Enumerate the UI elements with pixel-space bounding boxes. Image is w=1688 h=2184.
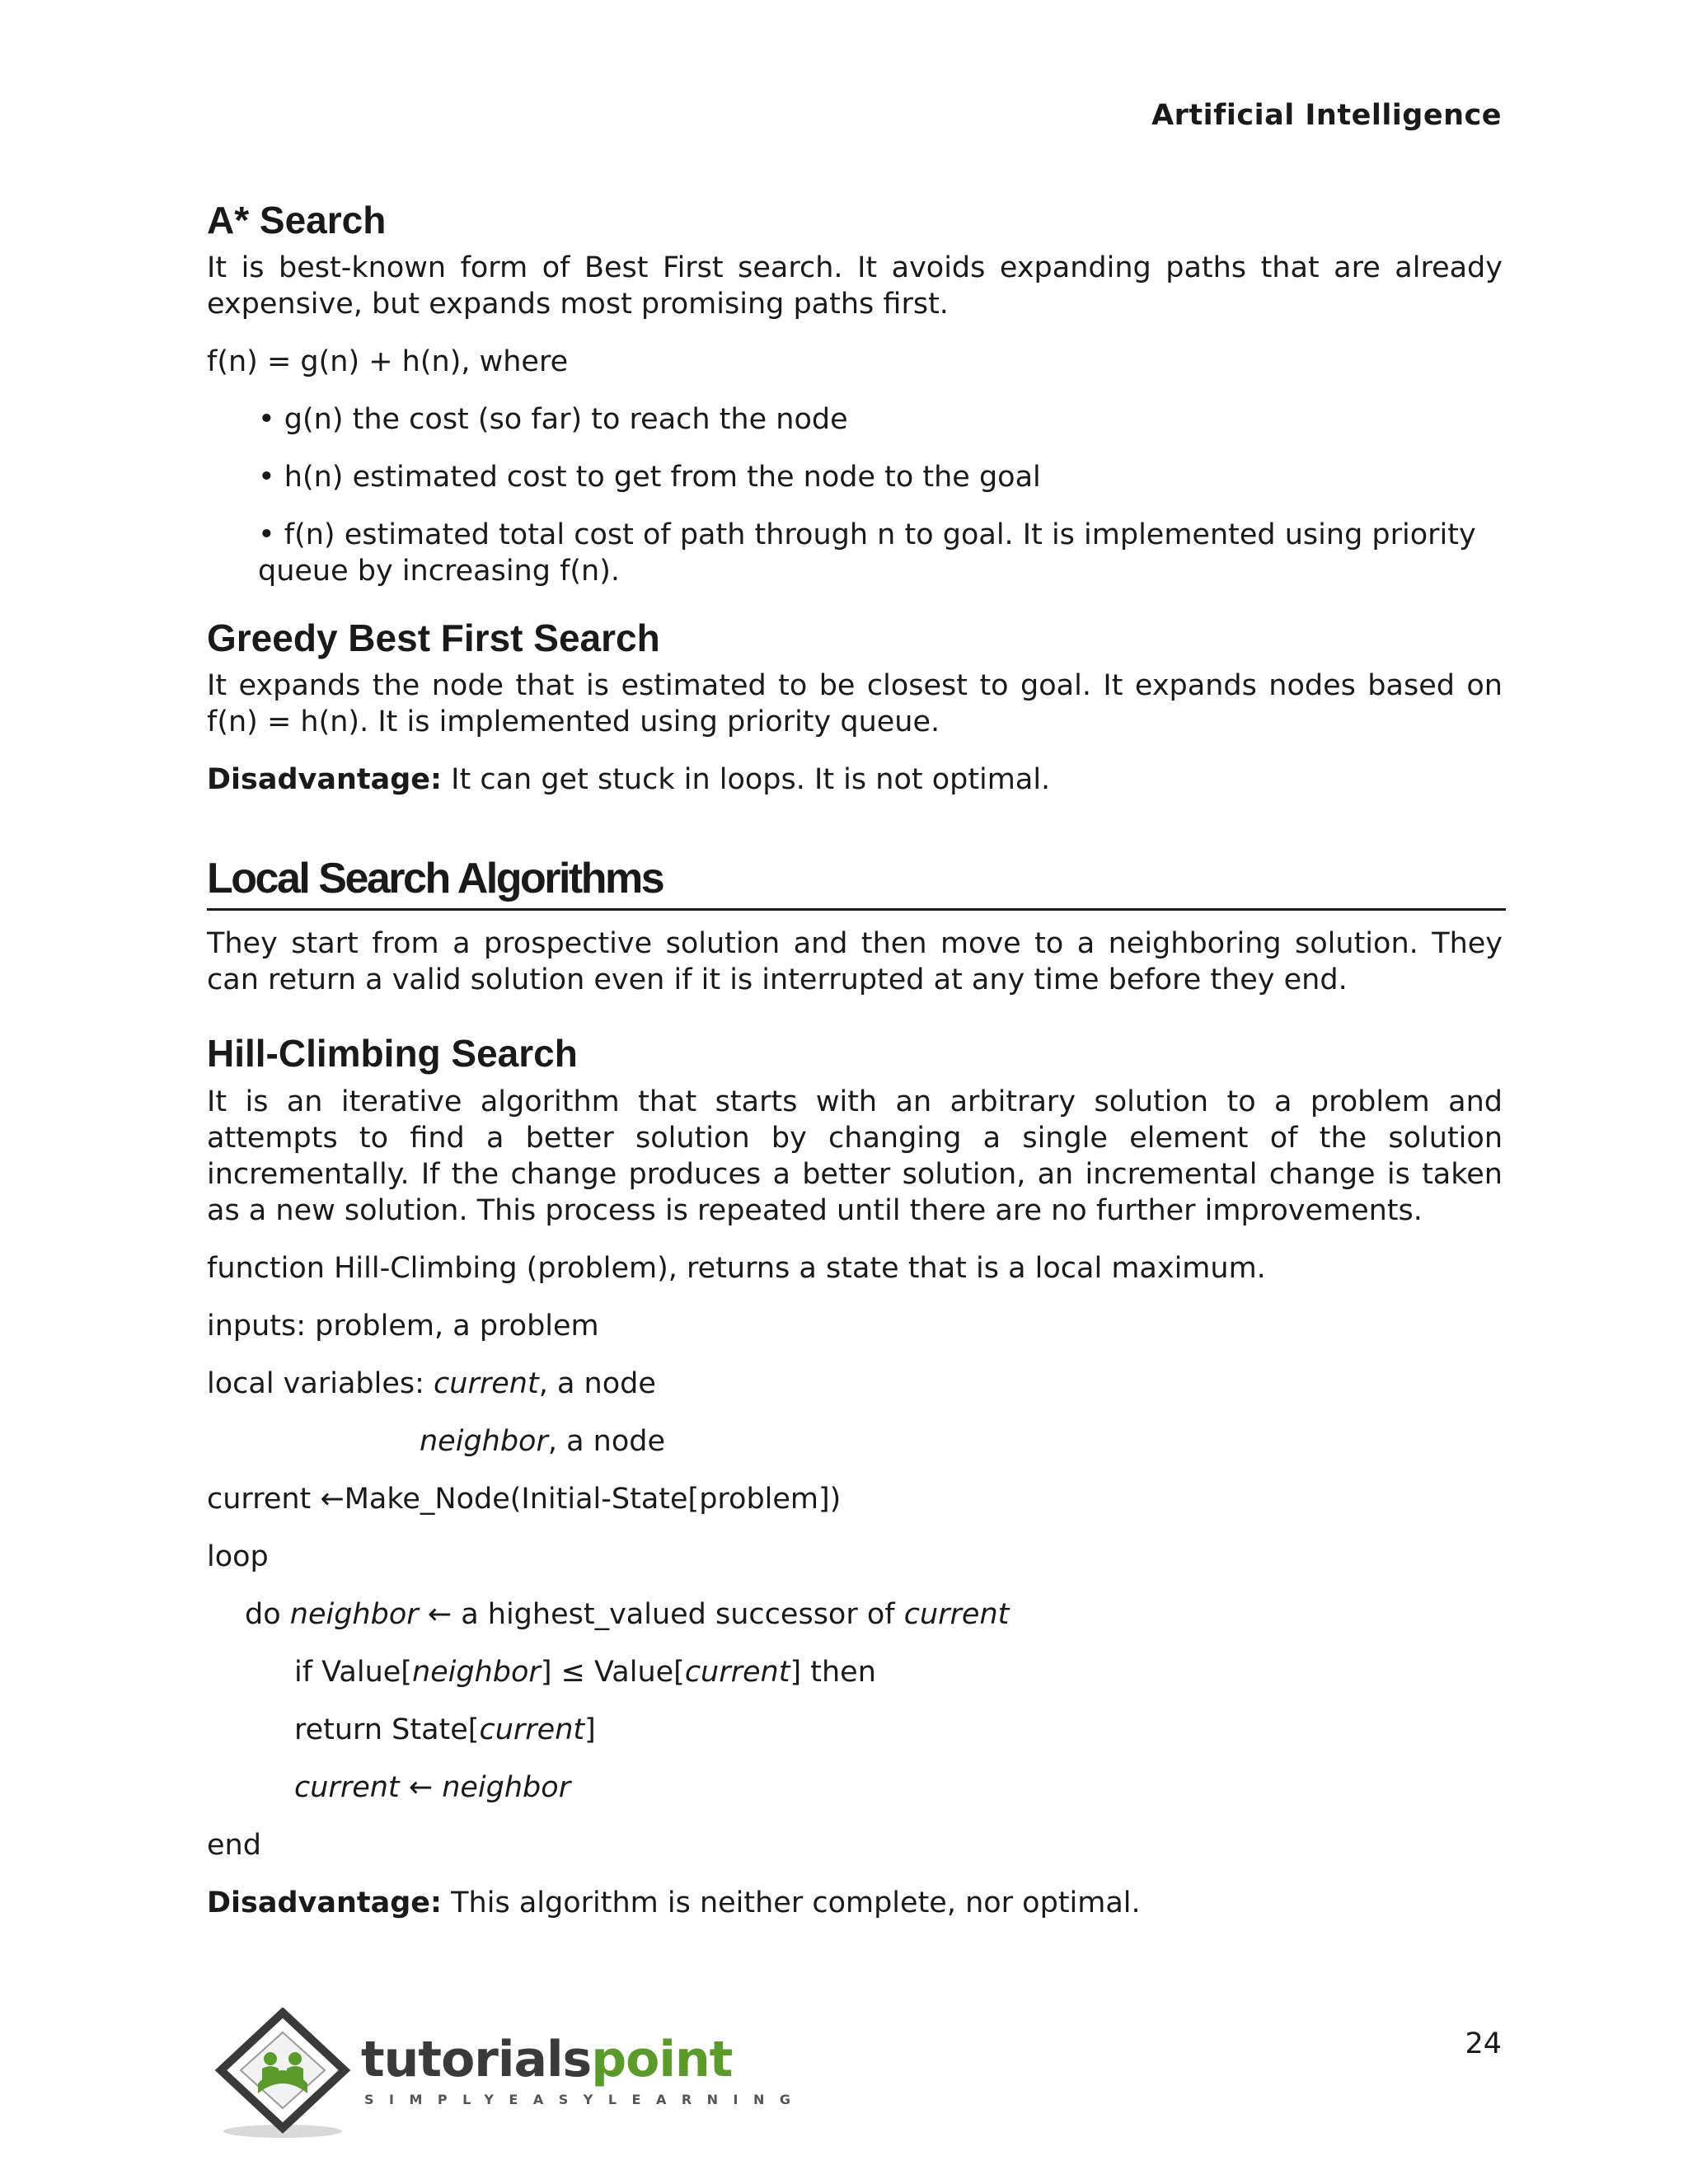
astar-intro: It is best-known form of Best First search. It avoids expanding paths that are already expensive, but expands most promising paths first. — [207, 251, 1503, 321]
logo-diamond-icon — [213, 2008, 353, 2139]
code-text: ] then — [790, 1655, 876, 1689]
greedy-disadvantage — [207, 762, 1503, 798]
code-variable: neighbor — [411, 1655, 541, 1689]
code-text: , a node — [547, 1424, 666, 1458]
list-item: • h(n) estimated cost to get from the node to the goal — [258, 461, 1041, 494]
disadvantage-text: It can get stuck in loops. It is not optimal. — [442, 763, 1051, 797]
logo-word-part: point — [591, 2031, 733, 2088]
code-line-function: function Hill-Climbing (problem), returns a state that is a local maximum. — [207, 1251, 1266, 1285]
disadvantage-label: Disadvantage: — [207, 763, 443, 797]
code-variable: current — [479, 1713, 585, 1746]
hill-climbing-disadvantage — [207, 1885, 1503, 1921]
code-line-locals — [207, 1366, 1503, 1402]
disadvantage-text: This algorithm is neither complete, nor optimal. — [442, 1886, 1141, 1919]
code-variable: current — [903, 1597, 1010, 1631]
tutorialspoint-logo — [213, 2008, 806, 2139]
code-line-end: end — [207, 1828, 261, 1862]
code-line-do — [207, 1596, 1503, 1633]
greedy-intro: It expands the node that is estimated to be closest to goal. It expands nodes based on f(n) = h(n). It is implemented using priority queue. — [207, 669, 1503, 739]
logo-tagline: SIMPLYEASYLEARNING — [364, 2092, 806, 2107]
code-line-return — [207, 1712, 1503, 1748]
code-text: ] — [584, 1713, 596, 1746]
code-line-assign — [207, 1769, 1503, 1806]
list-item: • f(n) estimated total cost of path through n to goal. It is implemented using priority queue by increasing f(n). — [258, 518, 1476, 588]
code-variable: neighbor — [420, 1424, 548, 1458]
page-content — [207, 198, 1503, 1921]
code-text: local variables: — [207, 1366, 434, 1400]
running-header-title: Artificial Intelligence — [1151, 99, 1502, 132]
code-variable: current ← neighbor — [294, 1770, 571, 1804]
disadvantage-label: Disadvantage: — [207, 1886, 443, 1919]
local-search-heading: Local Search Algorithms — [207, 854, 1506, 911]
list-item: • g(n) the cost (so far) to reach the node — [258, 403, 848, 437]
code-line-inputs: inputs: problem, a problem — [207, 1309, 599, 1343]
code-text: do — [245, 1597, 290, 1631]
greedy-heading: Greedy Best First Search — [207, 616, 660, 660]
astar-formula: f(n) = g(n) + h(n), where — [207, 345, 569, 379]
code-text: ← a highest_valued successor of — [418, 1597, 904, 1631]
code-variable: current — [434, 1366, 539, 1400]
page-number: 24 — [1465, 2027, 1502, 2060]
code-line-if — [207, 1654, 1503, 1690]
code-text: return State[ — [294, 1713, 480, 1746]
local-search-intro: They start from a prospective solution and then move to a neighboring solution. They can return a valid solution even if it is interrupted at any time before they end. — [207, 927, 1503, 997]
code-variable: neighbor — [289, 1597, 419, 1631]
code-text: if Value[ — [294, 1655, 412, 1689]
logo-wordmark — [361, 2031, 732, 2088]
astar-bullet-list — [207, 401, 1503, 589]
code-line-loop: loop — [207, 1540, 269, 1573]
hill-climbing-pseudocode — [207, 1250, 1503, 1863]
astar-heading: A* Search — [207, 199, 387, 241]
hill-climbing-heading: Hill-Climbing Search — [207, 1032, 578, 1076]
code-line-init: current ←Make_Node(Initial-State[problem]) — [207, 1482, 842, 1516]
code-text: , a node — [538, 1366, 656, 1400]
logo-word-part: tutorials — [361, 2031, 592, 2088]
code-variable: current — [684, 1655, 790, 1689]
hill-climbing-intro: It is an iterative algorithm that starts with an arbitrary solution to a problem and attempts to find a better solution by changing a single element of the solution incrementally. If the change produces a better solution, an incremental change is taken as a new solution. This process is repeated until there are no further improvements. — [207, 1085, 1503, 1227]
code-line-locals-2 — [207, 1423, 1503, 1460]
code-text: ] ≤ Value[ — [540, 1655, 685, 1689]
